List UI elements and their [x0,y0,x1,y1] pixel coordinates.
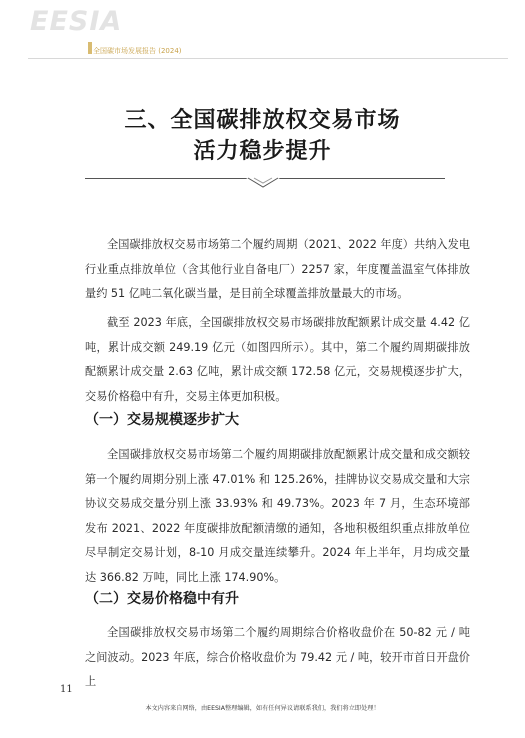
section-heading: （二）交易价格稳中有升 [85,591,239,607]
chapter-title-line-1: 三、全国碳排放权交易市场 [124,108,401,133]
chevron-down-icon [246,176,280,188]
chapter-title-line-2: 活力稳步提升 [193,139,332,164]
footer-note: 本文内容来自网络，由EESIA整理编辑，如有任何异议请联系我们，我们将立即处理！ [145,705,380,712]
header-rule [28,58,508,59]
body-paragraph: 全国碳排放权交易市场第二个履约周期碳排放配额累计成交量和成交额较第一个履约周期分别上涨 47.01% 和 125.26%，挂牌协议交易成交量和大宗协议交易成交量分别上涨 33.93% 和 49.73%。2023 年 7 月，生态环境部发布 2021、2022 年度碳排放配额清缴的通知，各地积极组织重点排放单位尽早制定交易计划，8-10 月成交量连续攀升。2024 年上半年，月均成交量达 366.82 万吨，同比上涨 174.90%。 [85,448,470,584]
running-head-marker [88,42,92,54]
page-number: 11 [60,684,73,695]
section-heading: （一）交易规模逐步扩大 [85,412,239,428]
body-paragraph: 截至 2023 年底，全国碳排放权交易市场碳排放配额累计成交量 4.42 亿吨，累计成交额 249.19 亿元（如图四所示）。其中，第二个履约周期碳排放配额累计成交量 2.63 亿吨，累计成交额 172.58 亿元，交易规模逐步扩大，交易价格稳中有升，交易主体更加积极。 [85,316,470,403]
eesia-logo: EESIA [30,6,123,37]
body-paragraph: 全国碳排放权交易市场第二个履约周期（2021、2022 年度）共纳入发电行业重点排放单位（含其他行业自备电厂）2257 家，年度覆盖温室气体排放量约 51 亿吨二氧化碳当量，是目前全球覆盖排放量最大的市场。 [85,238,470,300]
running-head: 全国碳市场发展报告 (2024) [93,47,182,55]
body-paragraph: 全国碳排放权交易市场第二个履约周期综合价格收盘价在 50-82 元 / 吨之间波动。2023 年底，综合价格收盘价为 79.42 元 / 吨，较开市首日开盘价上 [85,626,470,688]
